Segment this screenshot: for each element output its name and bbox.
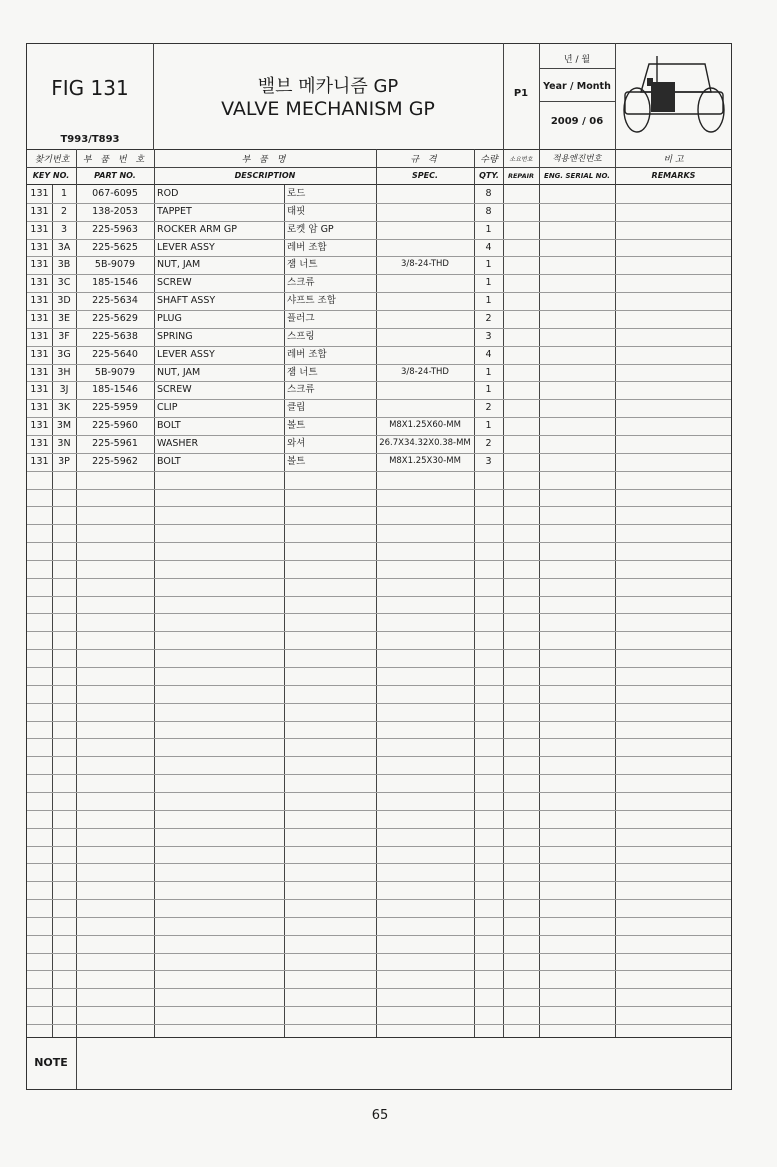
col-key-label: KEY NO. — [32, 171, 70, 180]
row-line — [27, 542, 731, 543]
part-number-cell: 225-5629 — [92, 312, 138, 324]
description-en-cell: WASHER — [157, 437, 199, 449]
row-line — [27, 649, 731, 650]
publish-date: 2009 / 06 — [550, 116, 604, 127]
row-line — [27, 988, 731, 989]
column-line — [154, 149, 155, 1037]
col-qty-korean: 수량 — [480, 155, 498, 165]
row-line — [27, 846, 731, 847]
part-number-cell: 225-5961 — [92, 437, 138, 449]
column-line — [284, 185, 285, 1037]
qty-cell: 4 — [485, 241, 492, 253]
key-cell: 3C — [57, 277, 71, 289]
description-kr-cell: 태핏 — [287, 205, 306, 217]
col-part-korean: 부 품 번 호 — [82, 155, 148, 165]
spec-cell: 26.7X34.32X0.38-MM — [379, 437, 471, 448]
part-number-cell: 5B-9079 — [94, 366, 136, 378]
row-line — [27, 596, 731, 597]
qty-cell: 1 — [485, 223, 492, 235]
row-line — [27, 881, 731, 882]
qty-cell: 1 — [485, 295, 492, 307]
key-cell: 3P — [58, 455, 70, 467]
row-line — [27, 685, 731, 686]
part-number-cell: 185-1546 — [92, 384, 138, 396]
column-line — [376, 149, 377, 1037]
row-line — [27, 489, 731, 490]
col-desc-korean: 부 품 명 — [241, 155, 289, 165]
part-number-cell: 225-5962 — [92, 455, 138, 467]
fig-cell: 131 — [30, 402, 49, 414]
row-line — [27, 935, 731, 936]
description-en-cell: BOLT — [157, 455, 181, 467]
row-line — [27, 738, 731, 739]
col-repair-label: REPAIR — [507, 172, 535, 180]
fig-cell: 131 — [30, 312, 49, 324]
description-kr-cell: 레버 조합 — [287, 348, 327, 360]
col-remarks-label: REMARKS — [651, 171, 696, 180]
row-line — [27, 667, 731, 668]
fig-cell: 131 — [30, 223, 49, 235]
description-en-cell: PLUG — [157, 312, 182, 324]
col-serial-label: ENG. SERIAL NO. — [544, 172, 610, 180]
row-line — [27, 953, 731, 954]
key-cell: 2 — [60, 205, 68, 217]
row-line — [27, 756, 731, 757]
fig-cell: 131 — [30, 366, 49, 378]
qty-cell: 1 — [485, 384, 492, 396]
description-en-cell: SCREW — [157, 384, 192, 396]
description-en-cell: CLIP — [157, 402, 178, 414]
fig-cell: 131 — [30, 437, 49, 449]
page-number: 65 — [371, 1108, 389, 1123]
description-en-cell: TAPPET — [157, 205, 192, 217]
key-cell: 3D — [57, 295, 71, 307]
description-kr-cell: 볼트 — [287, 455, 306, 467]
row-line — [27, 970, 731, 971]
fig-cell: 131 — [30, 295, 49, 307]
col-spec-label: SPEC. — [412, 171, 438, 180]
description-en-cell: ROD — [157, 188, 179, 199]
row-line — [27, 1024, 731, 1025]
row-line — [27, 774, 731, 775]
qty-cell: 1 — [485, 277, 492, 289]
fig-cell: 131 — [30, 188, 49, 199]
column-line — [615, 149, 616, 1037]
description-en-cell: LEVER ASSY — [157, 241, 215, 253]
description-en-cell: ROCKER ARM GP — [157, 223, 237, 235]
part-number-cell: 185-1546 — [92, 277, 138, 289]
key-cell: 3J — [59, 384, 69, 396]
row-line — [27, 613, 731, 614]
description-en-cell: NUT, JAM — [157, 259, 201, 271]
qty-cell: 4 — [485, 348, 492, 360]
part-number-cell: 225-5634 — [92, 295, 138, 307]
row-line — [27, 828, 731, 829]
fig-cell: 131 — [30, 330, 49, 342]
row-line — [27, 524, 731, 525]
fig-cell: 131 — [30, 241, 49, 253]
part-number-cell: 225-5960 — [92, 420, 138, 432]
description-kr-cell: 스크류 — [287, 384, 315, 396]
part-number-cell: 225-5963 — [92, 223, 138, 235]
part-number-cell: 5B-9079 — [94, 259, 136, 271]
note-label: NOTE — [34, 1056, 68, 1069]
tractor-icon — [619, 52, 727, 144]
row-line — [27, 810, 731, 811]
row-line — [27, 792, 731, 793]
key-cell: 3N — [57, 437, 71, 449]
header-bottom-line — [26, 149, 732, 150]
title-korean: 밸브 메카니즘 GP — [257, 76, 399, 97]
col-desc-label: DESCRIPTION — [234, 171, 296, 180]
part-number-cell: 225-5640 — [92, 348, 138, 360]
row-line — [27, 578, 731, 579]
row-line — [27, 899, 731, 900]
key-cell: 3E — [57, 312, 71, 324]
description-en-cell: SCREW — [157, 277, 192, 289]
header-divider — [539, 68, 615, 69]
col-key-korean: 찾기번호 — [34, 155, 70, 165]
description-kr-cell: 샤프트 조합 — [287, 295, 336, 307]
column-line — [539, 149, 540, 1037]
key-cell: 3G — [57, 348, 71, 360]
col-part-label: PART NO. — [94, 171, 136, 180]
fig-cell: 131 — [30, 384, 49, 396]
col-repair-korean: 소요번호 — [509, 156, 533, 163]
description-kr-cell: 스프링 — [287, 330, 315, 342]
row-line — [27, 631, 731, 632]
spec-cell: 3/8-24-THD — [401, 366, 449, 377]
description-en-cell: NUT, JAM — [157, 366, 201, 378]
spec-cell: M8X1.25X60-MM — [389, 420, 461, 431]
header-divider — [615, 43, 616, 150]
part-number-cell: 067-6095 — [92, 188, 138, 199]
fig-cell: 131 — [30, 205, 49, 217]
key-cell: 3K — [57, 402, 71, 414]
model-code: T993/T893 — [60, 134, 120, 145]
qty-cell: 8 — [485, 205, 492, 217]
description-kr-cell: 로켓 암 GP — [287, 223, 334, 235]
key-cell: 1 — [60, 188, 68, 199]
row-line — [27, 703, 731, 704]
description-kr-cell: 와셔 — [287, 437, 306, 449]
fig-cell: 131 — [30, 277, 49, 289]
key-cell: 3H — [57, 366, 71, 378]
description-kr-cell: 로드 — [287, 188, 306, 199]
part-number-cell: 138-2053 — [92, 205, 138, 217]
description-en-cell: SPRING — [157, 330, 193, 342]
description-kr-cell: 볼트 — [287, 420, 306, 432]
page-code: P1 — [513, 88, 529, 99]
fig-cell: 131 — [30, 348, 49, 360]
qty-cell: 3 — [485, 330, 492, 342]
fig-cell: 131 — [30, 259, 49, 271]
qty-cell: 2 — [485, 437, 492, 449]
spec-cell: M8X1.25X30-MM — [389, 455, 461, 466]
row-line — [27, 471, 731, 472]
fig-number: FIG 131 — [51, 76, 129, 100]
header-divider — [539, 101, 615, 102]
fig-cell: 131 — [30, 420, 49, 432]
col-remarks-korean: 비 고 — [663, 155, 684, 165]
column-line — [503, 149, 504, 1037]
col-spec-korean: 규 격 — [410, 155, 440, 165]
description-en-cell: BOLT — [157, 420, 181, 432]
row-line — [27, 560, 731, 561]
row-line — [27, 721, 731, 722]
qty-cell: 1 — [485, 366, 492, 378]
year-month-label: Year / Month — [543, 81, 611, 92]
row-line — [27, 506, 731, 507]
qty-cell: 1 — [485, 420, 492, 432]
key-cell: 3A — [57, 241, 71, 253]
key-cell: 3 — [60, 223, 68, 235]
qty-cell: 3 — [485, 455, 492, 467]
qty-cell: 2 — [485, 312, 492, 324]
row-line — [27, 1006, 731, 1007]
row-line — [27, 917, 731, 918]
key-cell: 3F — [58, 330, 70, 342]
year-month-korean: 년 / 월 — [563, 55, 591, 65]
fig-cell: 131 — [30, 455, 49, 467]
qty-cell: 8 — [485, 188, 492, 199]
col-qty-label: QTY. — [479, 171, 499, 180]
col-serial-korean: 적용엔진번호 — [552, 154, 602, 164]
qty-cell: 2 — [485, 402, 492, 414]
description-kr-cell: 플러그 — [287, 312, 315, 324]
column-header-divider — [26, 167, 732, 168]
spec-cell: 3/8-24-THD — [401, 259, 449, 270]
key-cell: 3B — [57, 259, 71, 271]
description-kr-cell: 스크류 — [287, 277, 315, 289]
description-en-cell: SHAFT ASSY — [157, 295, 216, 307]
part-number-cell: 225-5638 — [92, 330, 138, 342]
note-top-line — [26, 1037, 732, 1038]
note-divider — [76, 1037, 77, 1089]
row-line — [27, 863, 731, 864]
description-en-cell: LEVER ASSY — [157, 348, 215, 360]
description-kr-cell: 클립 — [287, 402, 306, 414]
description-kr-cell: 잼 너트 — [287, 366, 318, 378]
qty-cell: 1 — [485, 259, 492, 271]
title-english: VALVE MECHANISM GP — [221, 98, 435, 120]
description-kr-cell: 레버 조합 — [287, 241, 327, 253]
part-number-cell: 225-5959 — [92, 402, 138, 414]
key-cell: 3M — [56, 420, 72, 432]
description-kr-cell: 잼 너트 — [287, 259, 318, 271]
part-number-cell: 225-5625 — [92, 241, 138, 253]
